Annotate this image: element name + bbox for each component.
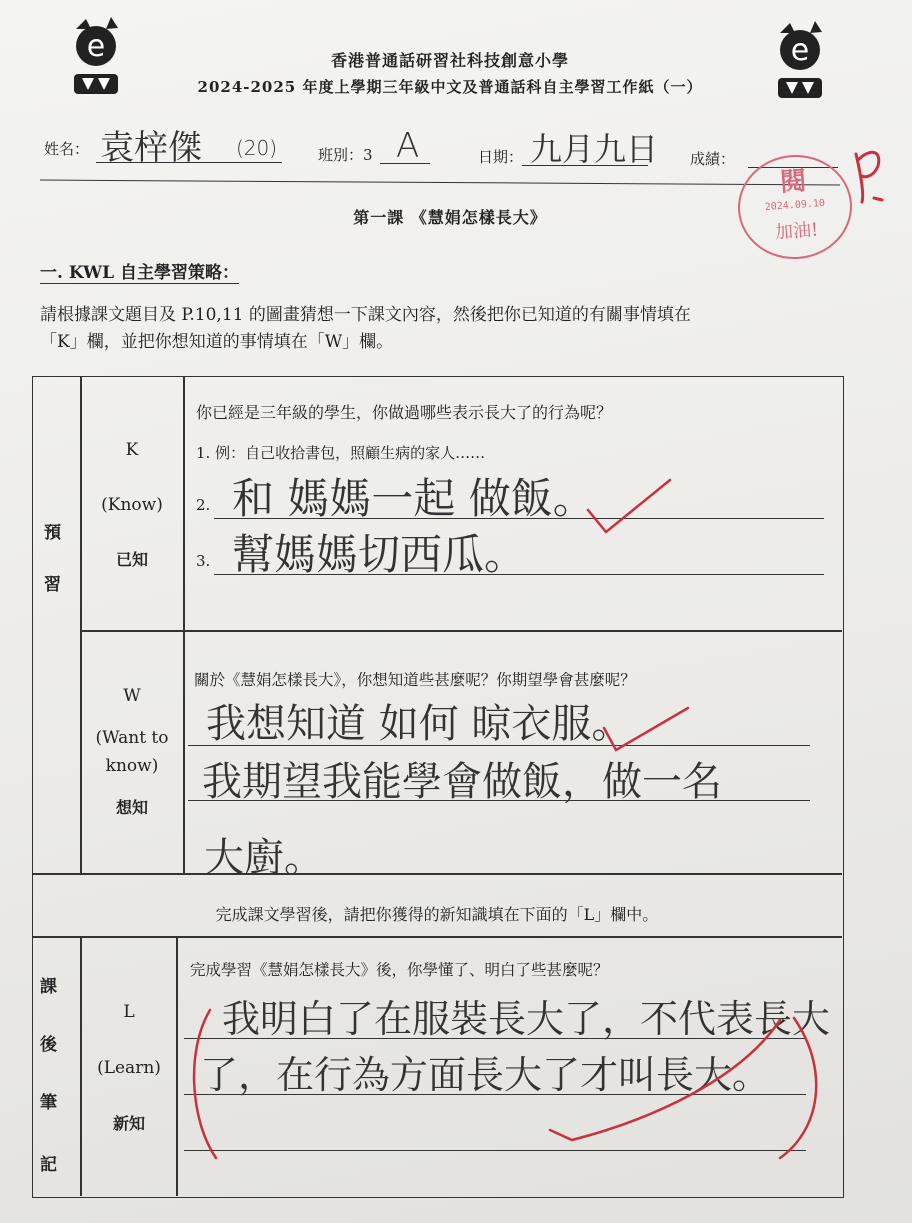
k-answer-2: 和 媽媽一起 做飯。 — [232, 474, 595, 523]
svg-text:e: e — [86, 29, 106, 64]
class-underline — [380, 163, 430, 164]
middle-instruction: 完成課文學習後，請把你獲得的新知識填在下面的「L」欄中。 — [215, 905, 659, 924]
instruction-line-1: 請根據課文題目及 P.10,11 的圖畫猜想一下課文內容，然後把你已知道的有關事情填在 — [40, 305, 691, 325]
header-divider — [40, 180, 840, 186]
class-label: 班別：3 — [318, 146, 373, 164]
teacher-red-markings-l — [180, 990, 840, 1170]
stamp-encourage-text: 加油! — [774, 219, 819, 244]
teacher-check-k — [580, 470, 680, 540]
table-row-divider-mid-top — [32, 873, 842, 875]
stamp-date: 2024.09.10 — [764, 197, 826, 214]
date-value: 九月九日 — [530, 130, 659, 168]
grade-label: 成績： — [690, 150, 736, 168]
table-row-divider-kw — [80, 630, 842, 632]
name-label: 姓名： — [44, 140, 90, 158]
l-question: 完成學習《慧娟怎樣長大》後，你學懂了、明白了些甚麼呢？ — [190, 961, 609, 979]
w-answer-3: 大廚。 — [204, 835, 324, 881]
after-label-char-4: 記 — [40, 1155, 57, 1175]
lesson-title: 第一課 《慧娟怎樣長大》 — [353, 208, 547, 227]
teacher-check-w — [596, 700, 696, 760]
k-question: 你已經是三年級的學生，你做過哪些表示長大了的行為呢？ — [196, 403, 613, 422]
l-chinese: 新知 — [112, 1114, 145, 1133]
instruction-line-2: 「K」欄，並把你想知道的事情填在「W」欄。 — [40, 332, 394, 352]
k-number-2: 2. — [196, 496, 211, 514]
class-value: A — [396, 126, 420, 166]
l-letter: L — [123, 1002, 135, 1022]
table-col-divider-4 — [176, 936, 178, 1196]
w-chinese: 想知 — [115, 798, 148, 817]
stamp-read-text: 閱 — [779, 166, 808, 198]
l-answer-2: 了，在行為方面長大了才叫長大。 — [200, 1053, 771, 1097]
preview-label-char-1: 預 — [44, 523, 61, 543]
worksheet-title: 2024-2025 年度上學期三年級中文及普通話科自主學習工作紙（一） — [197, 78, 703, 96]
k-line-2 — [214, 518, 824, 519]
after-label-char-3: 筆 — [40, 1093, 57, 1113]
teacher-signature-mark — [848, 140, 888, 210]
k-number-3: 3. — [196, 552, 211, 570]
svg-text:e: e — [790, 33, 810, 68]
w-answer-1: 我想知道 如何 晾衣服。 — [206, 701, 632, 747]
l-answer-1: 我明白了在服裝長大了，不代表長大 — [222, 997, 831, 1041]
w-line-2 — [188, 800, 810, 801]
class-number: (20) — [236, 136, 278, 160]
w-answer-2: 我期望我能學會做飯，做一名 — [202, 759, 722, 805]
name-underline — [96, 162, 282, 163]
w-english-1: (Want to — [95, 728, 169, 748]
table-row-divider-mid-bottom — [32, 936, 842, 938]
k-english: (Know) — [101, 495, 163, 515]
after-label-char-1: 課 — [40, 977, 57, 997]
date-underline — [522, 165, 648, 166]
section-heading: 一. KWL 自主學習策略： — [40, 258, 239, 284]
k-chinese: 已知 — [115, 550, 148, 569]
preview-label-char-2: 習 — [44, 575, 61, 595]
date-label: 日期： — [478, 148, 524, 166]
k-letter: K — [125, 440, 139, 460]
k-answer-3: 幫媽媽切西瓜。 — [232, 530, 527, 579]
k-line-3 — [214, 574, 824, 575]
w-line-1 — [188, 745, 810, 746]
school-name: 香港普通話研習社科技創意小學 — [330, 51, 569, 70]
teacher-stamp — [735, 151, 856, 263]
name-value: 袁梓傑 — [100, 128, 202, 168]
w-letter: W — [123, 686, 141, 706]
table-col-divider-2 — [183, 376, 185, 874]
w-question: 關於《慧娟怎樣長大》，你想知道些甚麼呢？你期望學會甚麼呢？ — [194, 671, 636, 689]
w-english-2: know) — [105, 756, 159, 776]
l-english: (Learn) — [97, 1058, 161, 1078]
k-example: 1. 例：自己收拾書包，照顧生病的家人…… — [196, 444, 486, 462]
after-label-char-2: 後 — [40, 1035, 57, 1055]
